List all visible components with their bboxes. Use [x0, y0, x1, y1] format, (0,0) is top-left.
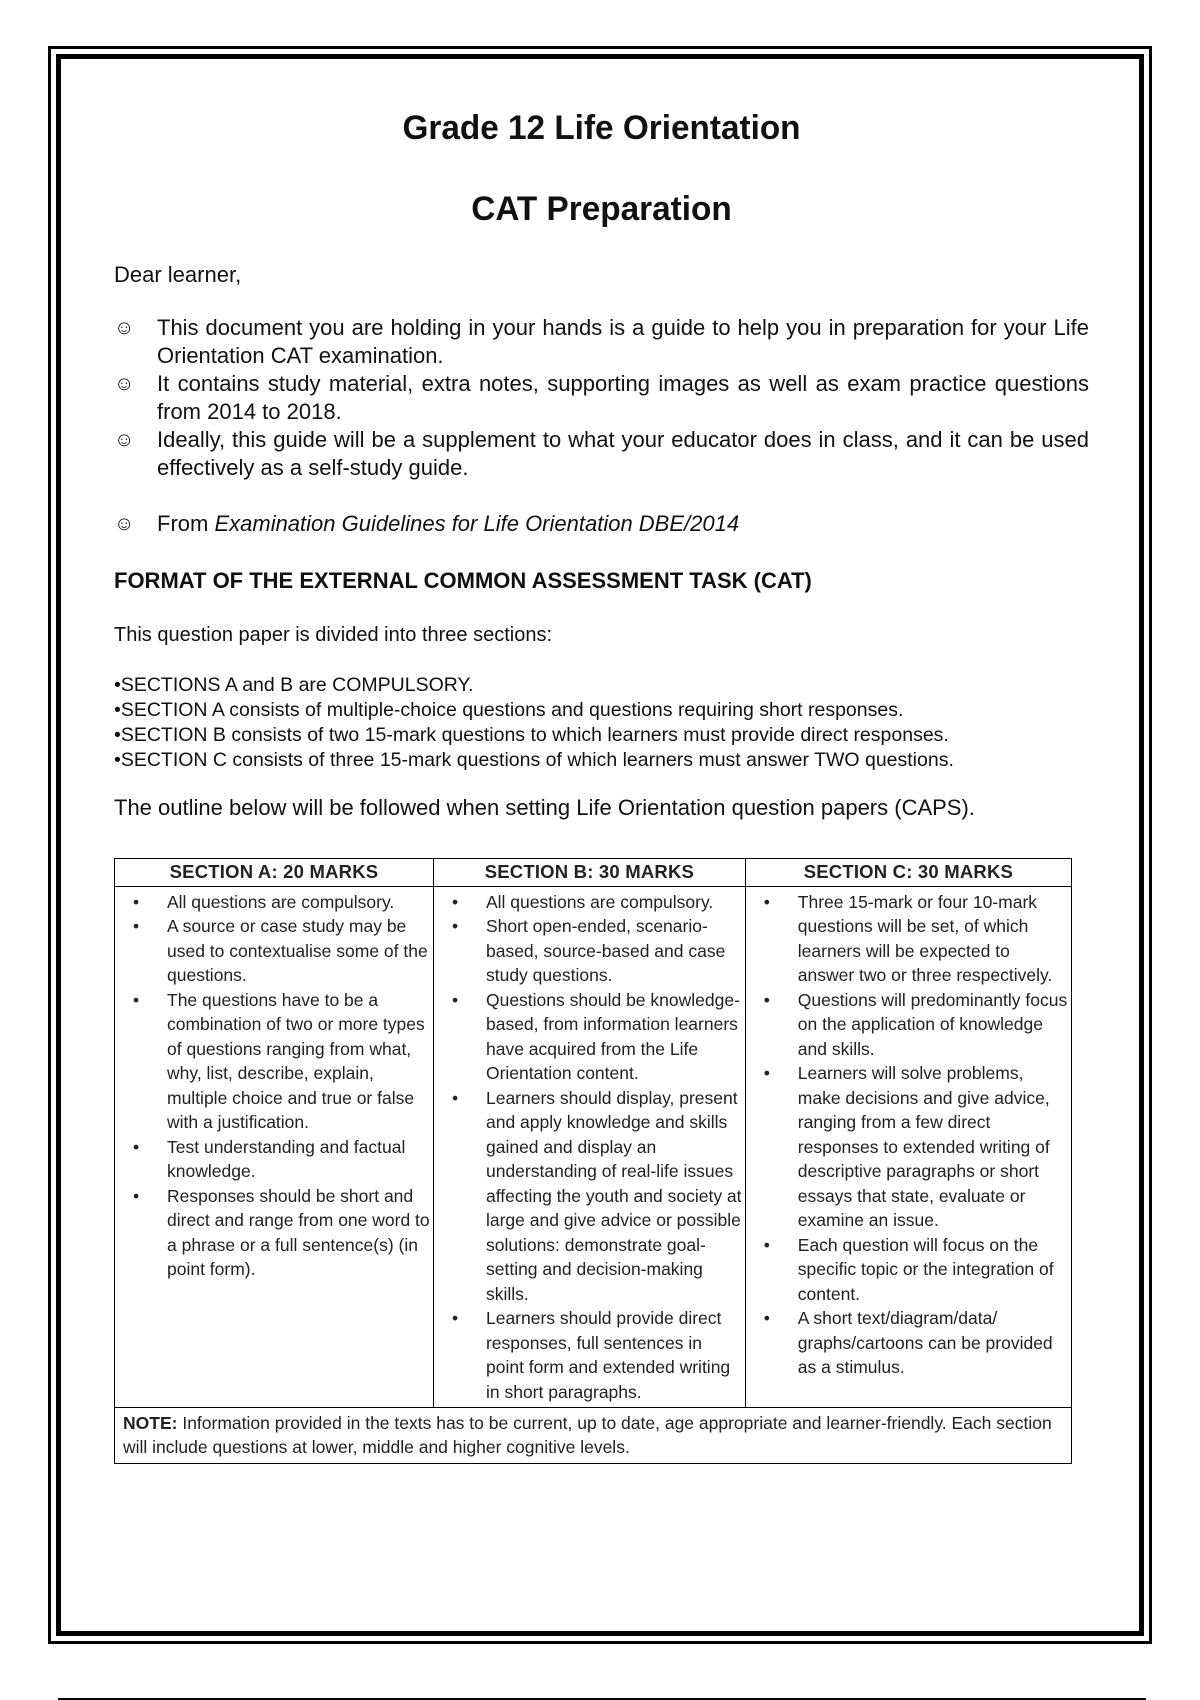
format-heading: FORMAT OF THE EXTERNAL COMMON ASSESSMENT TASK (CAT): [114, 567, 812, 593]
table-bullet: • A short text/diagram/data/ graphs/cartoons can be provided as a stimulus.: [750, 1306, 1069, 1380]
divided-text: This question paper is divided into three sections:: [114, 623, 553, 646]
table-bullet: • Short open-ended, scenario-based, source-based and case study questions.: [438, 914, 743, 988]
section-bullet: • SECTIONS A and B are COMPULSORY.: [114, 673, 1089, 698]
section-b-header: SECTION B: 30 MARKS: [433, 859, 745, 887]
table-bullet: • Each question will focus on the specific topic or the integration of content.: [750, 1233, 1069, 1307]
smiley-icon: ☺: [114, 372, 135, 395]
table-bullet: • A source or case study may be used to contextualise some of the questions.: [119, 914, 431, 988]
section-bullet: • SECTION C consists of three 15-mark questions of which learners must answer TWO questions.: [114, 748, 1089, 773]
outline-text: The outline below will be followed when setting Life Orientation question papers (CAPS).: [114, 794, 975, 820]
table-bullet: • The questions have to be a combination of two or more types of questions ranging from what, why, list, describe, explain, multiple choice and true or false with a justification.: [119, 988, 431, 1135]
smiley-icon: ☺: [114, 428, 135, 451]
table-bullet: • Questions should be knowledge-based, from information learners have acquired from the Life Orientation content.: [438, 988, 743, 1086]
salutation: Dear learner,: [114, 261, 242, 287]
marks-table: [114, 858, 1072, 1464]
section-bullet: • SECTION B consists of two 15-mark questions to which learners must provide direct responses.: [114, 723, 1089, 748]
section-c-cell: [745, 886, 1071, 1408]
table-bullet: • All questions are compulsory.: [119, 890, 431, 915]
intro-list: [114, 314, 1089, 482]
table-bullet: • Three 15-mark or four 10-mark questions will be set, of which learners will be expected to answer two or three respectively.: [750, 890, 1069, 988]
document-content: [114, 108, 1089, 1457]
table-bullet: • Questions will predominantly focus on the application of knowledge and skills.: [750, 988, 1069, 1062]
source-reference: ☺ From Examination Guidelines for Life Orientation DBE/2014: [114, 510, 740, 536]
section-b-cell: [433, 886, 745, 1408]
intro-item: ☺ It contains study material, extra notes, supporting images as well as exam practice questions from 2014 to 2018.: [114, 370, 1089, 424]
intro-item: ☺ This document you are holding in your hands is a guide to help you in preparation for your Life Orientation CAT examination.: [114, 314, 1089, 368]
table-bullet: • Test understanding and factual knowledge.: [119, 1135, 431, 1184]
smiley-icon: ☺: [114, 316, 135, 339]
note-label: NOTE:: [123, 1413, 178, 1433]
smiley-icon: ☺: [114, 512, 135, 535]
table-bullet: • Learners will solve problems, make decisions and give advice, ranging from a few direct responses to extended writing of descriptive paragraphs or short essays that state, evaluate or examine an issue.: [750, 1061, 1069, 1233]
table-bullet: • Learners should provide direct responses, full sentences in point form and extended writing in short paragraphs.: [438, 1306, 743, 1404]
section-c-header: SECTION C: 30 MARKS: [745, 859, 1071, 887]
intro-item: ☺ Ideally, this guide will be a supplement to what your educator does in class, and it can be used effectively as a self-study guide.: [114, 426, 1089, 480]
document-subtitle: CAT Preparation: [471, 189, 732, 228]
sections-list: [114, 673, 1089, 773]
table-bullet: • Learners should display, present and apply knowledge and skills gained and display an understanding of real-life issues affecting the youth and society at large and give advice or possible solutions: demonstrate goal-setting and decision-making skills.: [438, 1086, 743, 1307]
source-title: Examination Guidelines for Life Orientation DBE/2014: [214, 510, 740, 536]
section-a-cell: [115, 886, 434, 1408]
note-cell: [115, 1408, 1072, 1464]
note-text: Information provided in the texts has to be current, up to date, age appropriate and learner-friendly. Each section will include questions at lower, middle and higher cognitive levels.: [123, 1413, 1052, 1457]
document-title: Grade 12 Life Orientation: [402, 109, 801, 147]
section-bullet: • SECTION A consists of multiple-choice questions and questions requiring short responses.: [114, 698, 1089, 723]
section-a-header: SECTION A: 20 MARKS: [115, 859, 434, 887]
table-bullet: • All questions are compulsory.: [438, 890, 743, 915]
table-bullet: • Responses should be short and direct and range from one word to a phrase or a full sentence(s) (in point form).: [119, 1184, 431, 1282]
